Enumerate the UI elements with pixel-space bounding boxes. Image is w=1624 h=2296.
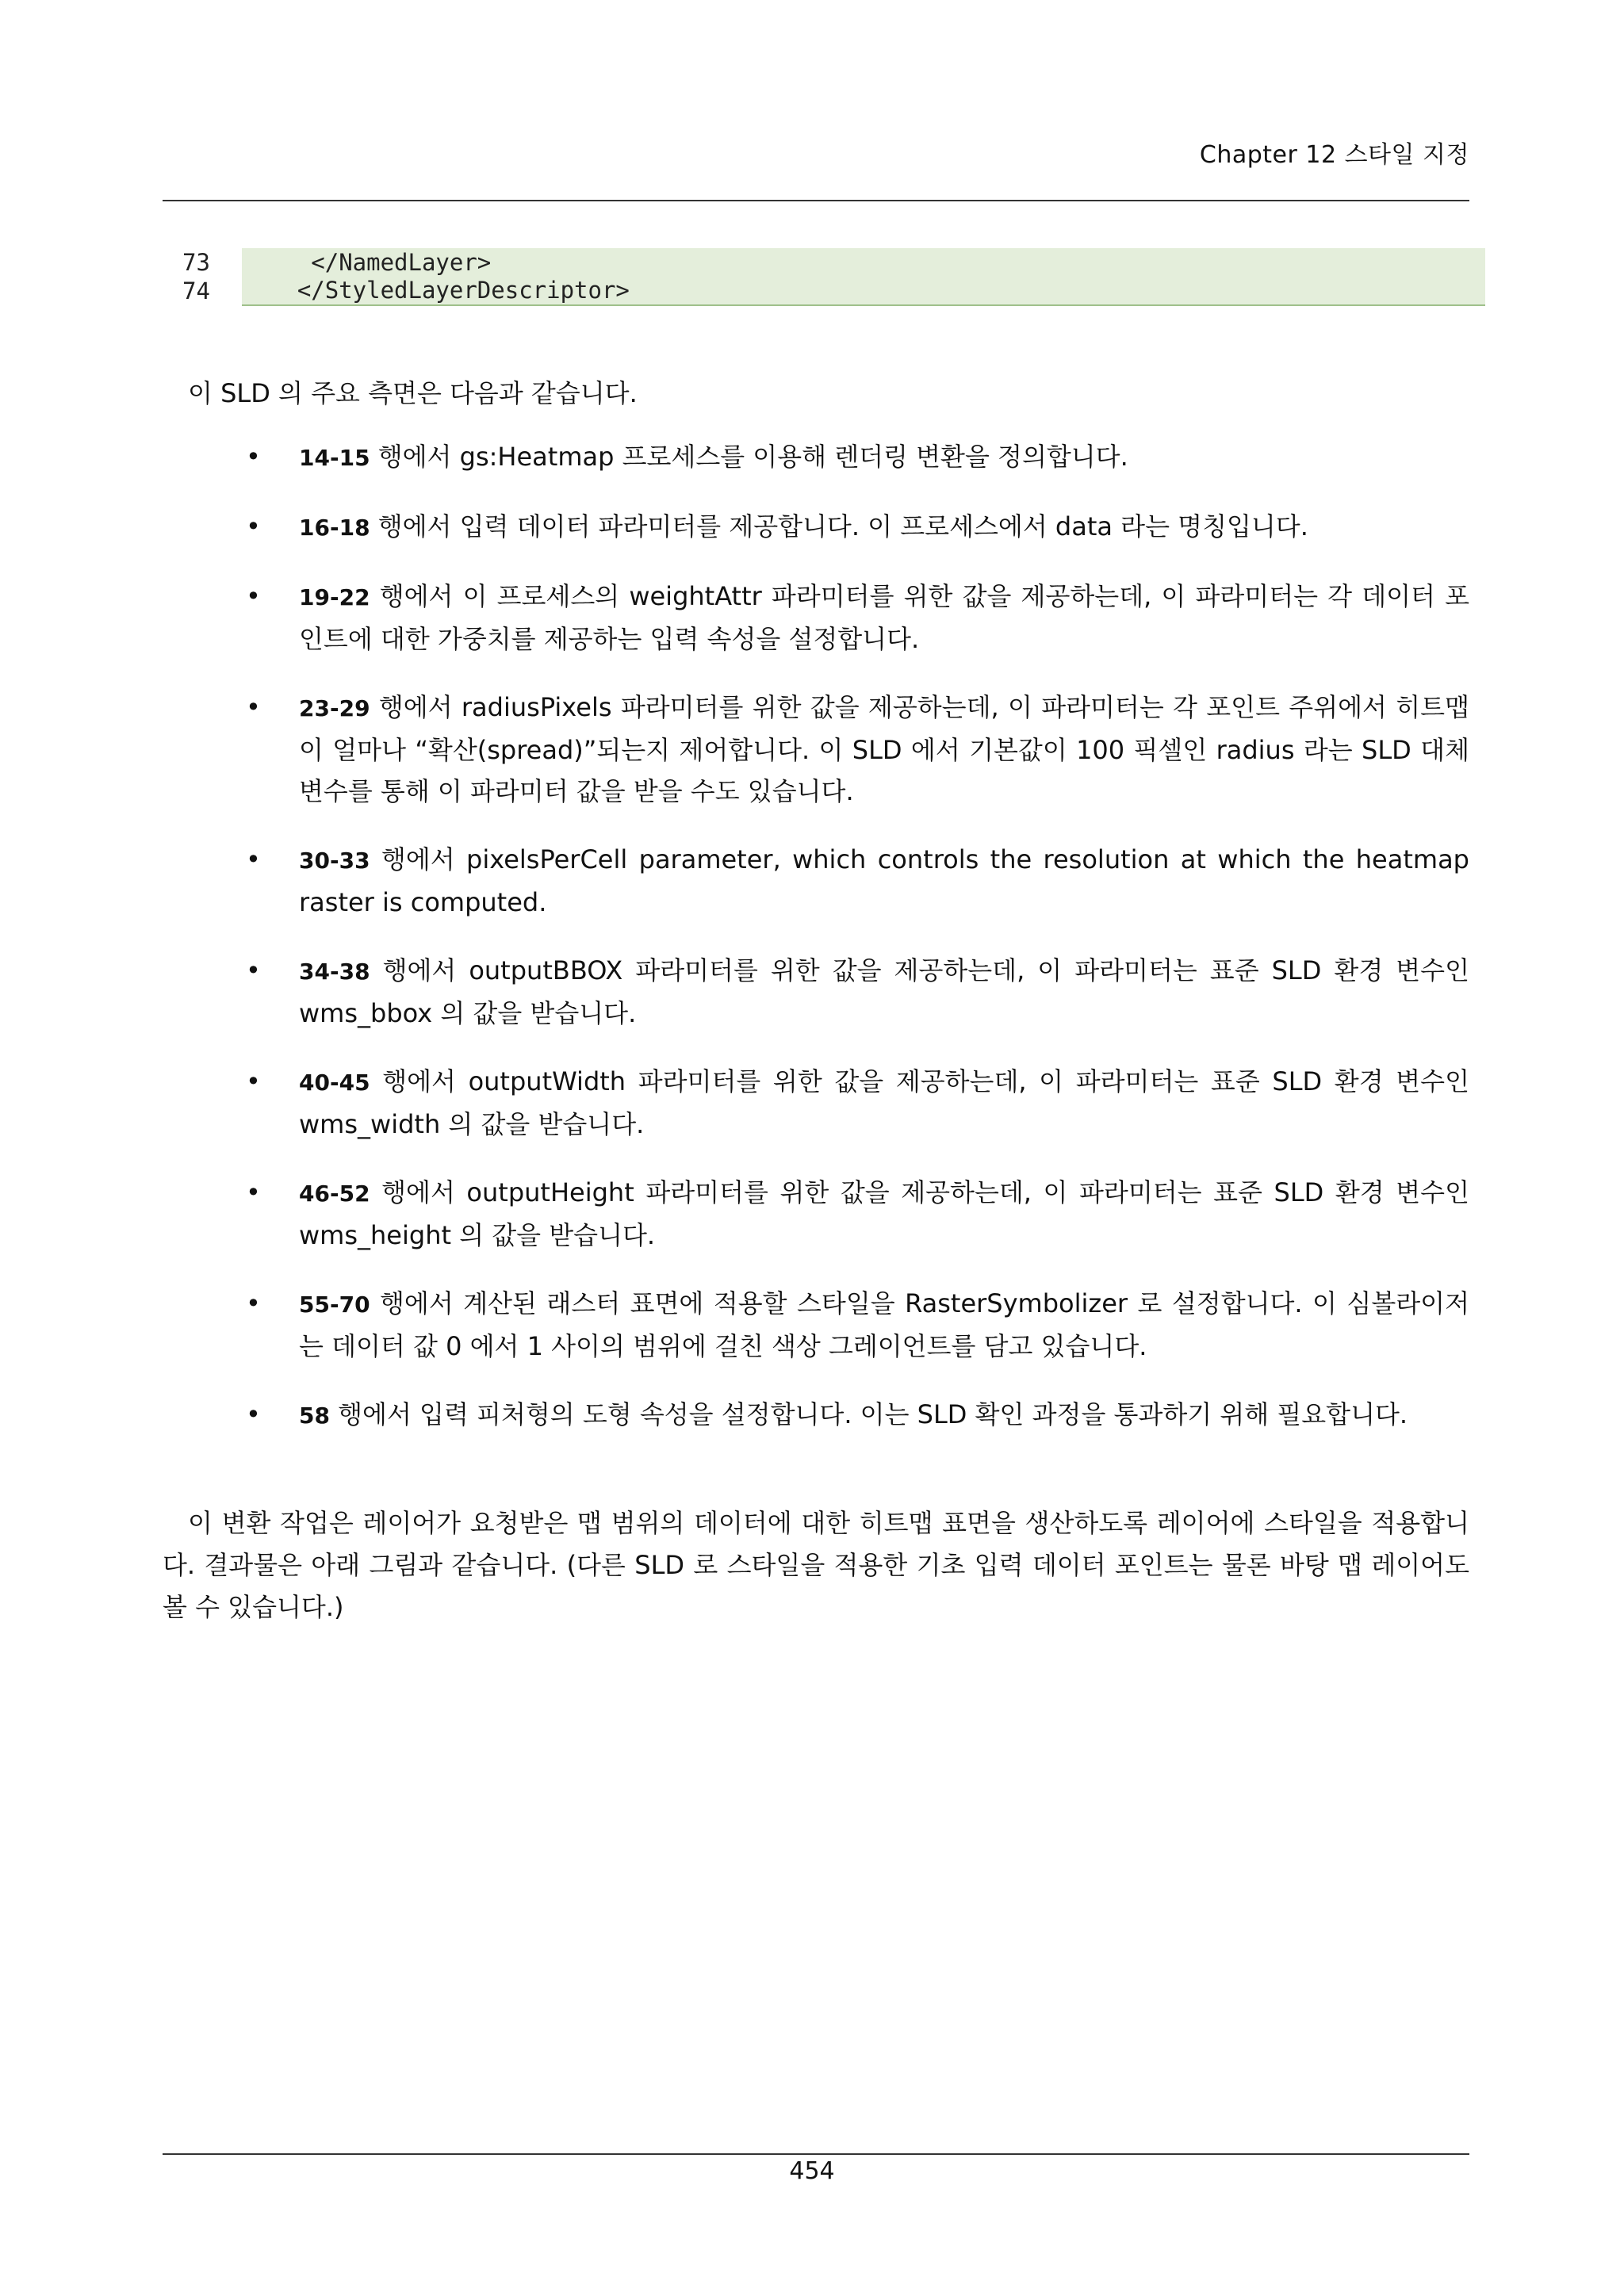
page-number: 454 — [789, 2157, 835, 2185]
line-range: 14-15 — [299, 445, 370, 471]
item-text: 행에서 radiusPixels 파라미터를 위한 값을 제공하는데, 이 파라미터는 각 포인트 주위에서 히트맵이 얼마나 “확산(spread)”되는지 제어합니다. 이 SLD 에서 기본값이 100 픽셀인 radius 라는 SLD 대체 변수를 통해 이 파라미터 값을 받을 수도 있습니다. — [299, 692, 1469, 806]
line-range: 40-45 — [299, 1070, 370, 1096]
line-number: 74 — [182, 277, 210, 304]
list-item — [163, 687, 1469, 812]
header-divider — [163, 200, 1469, 201]
item-text: 행에서 입력 데이터 파라미터를 제공합니다. 이 프로세스에서 data 라는 명칭입니다. — [370, 511, 1308, 541]
bullet-icon: • — [246, 1399, 261, 1429]
list-item — [163, 576, 1469, 660]
bullet-icon: • — [246, 955, 261, 985]
list-item — [163, 1061, 1469, 1145]
bullet-icon: • — [246, 581, 261, 611]
list-item — [163, 950, 1469, 1034]
bullet-list — [163, 436, 1469, 1464]
bullet-icon: • — [246, 844, 261, 874]
line-range: 23-29 — [299, 695, 370, 721]
list-item — [163, 506, 1469, 549]
line-range: 46-52 — [299, 1181, 370, 1207]
line-range: 19-22 — [299, 584, 370, 610]
list-item — [163, 1283, 1469, 1367]
bullet-icon: • — [246, 1066, 261, 1096]
item-text: 행에서 gs:Heatmap 프로세스를 이용해 렌더링 변환을 정의합니다. — [370, 442, 1128, 472]
list-item — [163, 1394, 1469, 1437]
line-number: 73 — [182, 249, 210, 276]
list-item — [163, 1172, 1469, 1256]
line-range: 16-18 — [299, 515, 370, 541]
item-text: 행에서 이 프로세스의 weightAttr 파라미터를 위한 값을 제공하는데, 이 파라미터는 각 데이터 포인트에 대한 가중치를 제공하는 입력 속성을 설정합니다. — [299, 581, 1469, 654]
bullet-icon: • — [246, 1288, 261, 1318]
code-text: </StyledLayerDescriptor> — [242, 276, 1485, 306]
line-range: 55-70 — [299, 1292, 370, 1318]
list-item — [163, 436, 1469, 479]
item-text: 행에서 계산된 래스터 표면에 적용할 스타일을 RasterSymbolizer 로 설정합니다. 이 심볼라이저는 데이터 값 0 에서 1 사이의 범위에 걸친 색상 그레이언트를 담고 있습니다. — [299, 1288, 1469, 1361]
list-item — [163, 839, 1469, 923]
code-line — [163, 248, 1485, 277]
chapter-header: Chapter 12 스타일 지정 — [1199, 141, 1469, 169]
item-text: 행에서 입력 피처형의 도형 속성을 설정합니다. 이는 SLD 확인 과정을 통과하기 위해 필요합니다. — [329, 1399, 1408, 1429]
item-text: 행에서 pixelsPerCell parameter, which controls the resolution at which the heatmap raster is computed. — [299, 844, 1469, 917]
code-text: </NamedLayer> — [242, 248, 1485, 277]
item-text: 행에서 outputHeight 파라미터를 위한 값을 제공하는데, 이 파라미터는 표준 SLD 환경 변수인 wms_height 의 값을 받습니다. — [299, 1177, 1469, 1250]
bullet-icon: • — [246, 692, 261, 722]
closing-paragraph: 이 변환 작업은 레이어가 요청받은 맵 범위의 데이터에 대한 히트맵 표면을 생산하도록 레이어에 스타일을 적용합니다. 결과물은 아래 그림과 같습니다. (다른 SLD 로 스타일을 적용한 기초 입력 데이터 포인트는 물론 바탕 맵 레이어도 볼 수 있습니다.) — [163, 1508, 1469, 1622]
code-line — [163, 277, 1485, 305]
code-listing — [163, 248, 1485, 305]
bullet-icon: • — [246, 1177, 261, 1207]
item-text: 행에서 outputBBOX 파라미터를 위한 값을 제공하는데, 이 파라미터는 표준 SLD 환경 변수인 wms_bbox 의 값을 받습니다. — [299, 955, 1469, 1028]
bullet-icon: • — [246, 511, 261, 541]
bullet-icon: • — [246, 442, 261, 472]
item-text: 행에서 outputWidth 파라미터를 위한 값을 제공하는데, 이 파라미터는 표준 SLD 환경 변수인 wms_width 의 값을 받습니다. — [299, 1066, 1469, 1139]
line-range: 58 — [299, 1402, 330, 1429]
intro-paragraph: 이 SLD 의 주요 측면은 다음과 같습니다. — [188, 378, 638, 408]
line-range: 30-33 — [299, 848, 370, 874]
line-range: 34-38 — [299, 959, 370, 985]
